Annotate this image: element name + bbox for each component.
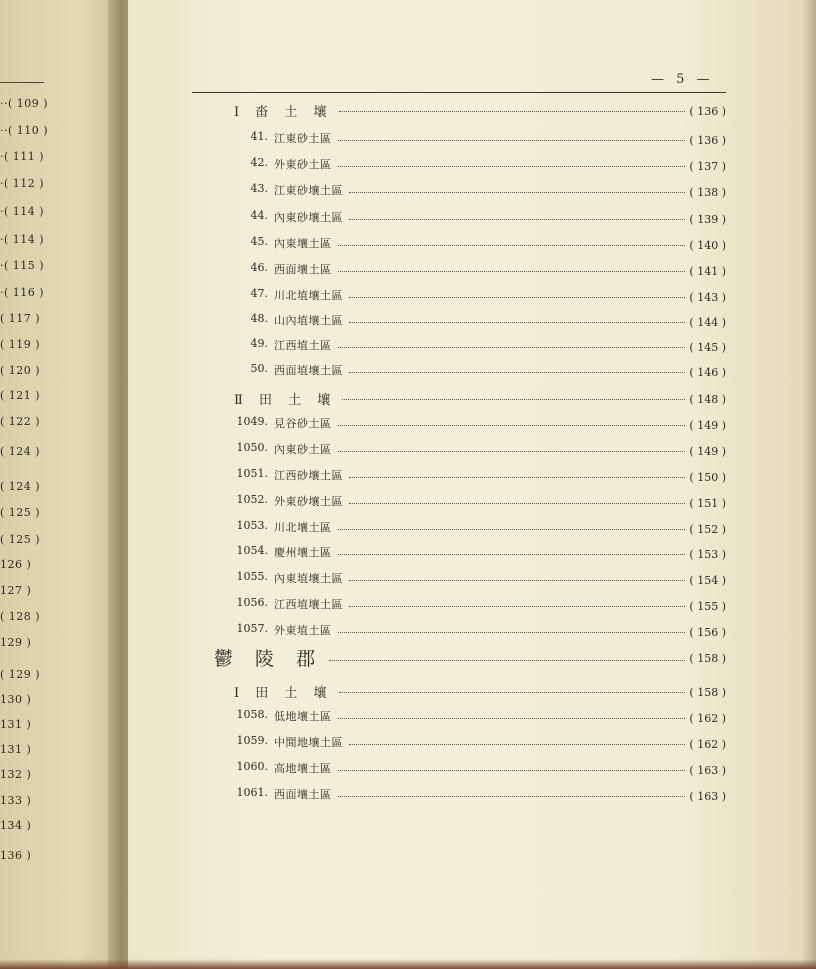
- toc-entry-label: 江東砂壤土區: [274, 184, 343, 197]
- left-page-number: 132 ): [0, 768, 32, 781]
- toc-entry-page: ( 140 ): [689, 239, 726, 252]
- toc-entry-number: 1058.: [236, 708, 268, 721]
- toc-entry-page: ( 162 ): [689, 712, 726, 725]
- toc-entry-number: 43.: [250, 182, 268, 195]
- left-page-number: ··( 110 ): [0, 124, 49, 137]
- toc-entry-number: 1059.: [236, 734, 268, 747]
- toc-entry-page: ( 153 ): [689, 548, 726, 561]
- toc-entry-page: ( 148 ): [689, 393, 726, 406]
- toc-entry-page: ( 152 ): [689, 523, 726, 536]
- toc-entry-number: 1053.: [236, 519, 268, 532]
- toc-entry-page: ( 149 ): [689, 419, 726, 432]
- leader-dots: [338, 770, 686, 771]
- left-page-number: ··( 109 ): [0, 97, 49, 110]
- toc-entry-label: 西面壤土區: [274, 263, 332, 276]
- toc-entry: [0, 544, 816, 564]
- leader-dots: [349, 606, 685, 607]
- leader-dots: [329, 660, 685, 661]
- toc-entry-label: 內東壤土區: [274, 237, 332, 250]
- toc-entry-label: 內東砂壤土區: [274, 211, 343, 224]
- leader-dots: [349, 744, 685, 745]
- toc-entry-label: 江西砂壤土區: [274, 469, 343, 482]
- toc-entry: [0, 760, 816, 780]
- leader-dots: [338, 166, 686, 167]
- left-page-number: ( 129 ): [0, 668, 41, 681]
- toc-entry-number: 1054.: [236, 544, 268, 557]
- toc-entry: [0, 786, 816, 806]
- leader-dots: [338, 245, 686, 246]
- toc-entry-label: 見谷砂土區: [274, 417, 332, 430]
- leader-dots: [349, 372, 685, 373]
- toc-entry: [0, 415, 816, 435]
- toc-entry-page: ( 158 ): [689, 652, 726, 665]
- toc-entry-page: ( 155 ): [689, 600, 726, 613]
- toc-entry-label: 外東埴土區: [274, 624, 332, 637]
- left-page-number: 134 ): [0, 819, 32, 832]
- toc-entry-page: ( 163 ): [689, 764, 726, 777]
- toc-entry: [0, 235, 816, 255]
- toc-entry-page: ( 156 ): [689, 626, 726, 639]
- left-page-number: ( 125 ): [0, 506, 41, 519]
- leader-dots: [339, 111, 686, 112]
- book-bottom-edge: [0, 959, 816, 969]
- toc-entry-page: ( 163 ): [689, 790, 726, 803]
- toc-entry-label: 高地壤土區: [274, 762, 332, 775]
- toc-entry-page: ( 151 ): [689, 497, 726, 510]
- toc-entry-number: 1052.: [236, 493, 268, 506]
- toc-entry-page: ( 138 ): [689, 186, 726, 199]
- toc-entry: [0, 287, 816, 307]
- toc-entry-number: 1057.: [236, 622, 268, 635]
- toc-entry-label: 內東砂土區: [274, 443, 332, 456]
- toc-entry-label: 外東砂土區: [274, 158, 332, 171]
- toc-entry: [0, 209, 816, 229]
- toc-entry-label: 川北埴壤土區: [274, 289, 343, 302]
- toc-entry: [0, 648, 816, 668]
- leader-dots: [338, 271, 686, 272]
- left-page-number: ( 119 ): [0, 338, 41, 351]
- leader-dots: [349, 192, 685, 193]
- toc-entry-label: 中間地壤土區: [274, 736, 343, 749]
- toc-entry-page: ( 139 ): [689, 213, 726, 226]
- leader-dots: [338, 718, 686, 719]
- toc-entry-page: ( 144 ): [689, 316, 726, 329]
- leader-dots: [338, 347, 686, 348]
- toc-entry-page: ( 150 ): [689, 471, 726, 484]
- toc-entry: [0, 734, 816, 754]
- leader-dots: [339, 692, 686, 693]
- left-page-number: ·( 116 ): [0, 286, 45, 299]
- toc-entry-label: 西面埴壤土區: [274, 364, 343, 377]
- toc-entry-number: 49.: [250, 337, 268, 350]
- toc-entry-number: 50.: [250, 362, 268, 375]
- leader-dots: [349, 297, 685, 298]
- toc-entry-number: 42.: [250, 156, 268, 169]
- left-page-number: ·( 111 ): [0, 150, 45, 163]
- toc-entry-label: 慶州壤土區: [274, 546, 332, 559]
- toc-entry: [0, 130, 816, 150]
- toc-entry-label: 江西埴土區: [274, 339, 332, 352]
- toc-entry: [0, 101, 816, 121]
- page-number: — 5 —: [651, 72, 714, 87]
- leader-dots: [349, 219, 685, 220]
- toc-entry-number: 44.: [250, 209, 268, 222]
- left-page-number: ( 125 ): [0, 533, 41, 546]
- left-page-number: ·( 115 ): [0, 259, 45, 272]
- left-page-number: 127 ): [0, 584, 32, 597]
- left-page-number: ( 124 ): [0, 445, 41, 458]
- section-heading: Ⅰ 田 土 壤: [234, 686, 333, 701]
- left-page-number: 133 ): [0, 794, 32, 807]
- toc-entry: [0, 708, 816, 728]
- toc-entry-label: 低地壤土區: [274, 710, 332, 723]
- toc-entry-page: ( 154 ): [689, 574, 726, 587]
- toc-entry-label: 山內埴壤土區: [274, 314, 343, 327]
- toc-entry-page: ( 158 ): [689, 686, 726, 699]
- toc-entry: [0, 261, 816, 281]
- left-page-number: ·( 112 ): [0, 177, 45, 190]
- toc-entry-label: 江西埴壤土區: [274, 598, 343, 611]
- toc-entry-number: 1060.: [236, 760, 268, 773]
- toc-entry-number: 1051.: [236, 467, 268, 480]
- left-page-number: ( 120 ): [0, 364, 41, 377]
- left-page-number: 131 ): [0, 718, 32, 731]
- toc-entry-page: ( 136 ): [689, 134, 726, 147]
- toc-entry: [0, 389, 816, 409]
- left-page-number: 130 ): [0, 693, 32, 706]
- toc-entry-page: ( 162 ): [689, 738, 726, 751]
- toc-entry: [0, 622, 816, 642]
- left-page-number: ·( 114 ): [0, 233, 45, 246]
- leader-dots: [338, 796, 686, 797]
- leader-dots: [349, 503, 685, 504]
- toc-entry-number: 48.: [250, 312, 268, 325]
- leader-dots: [338, 140, 686, 141]
- left-page-number: ( 117 ): [0, 312, 41, 325]
- left-page-number: 131 ): [0, 743, 32, 756]
- toc-entry-number: 1061.: [236, 786, 268, 799]
- left-page-number: ( 128 ): [0, 610, 41, 623]
- section-heading: Ⅱ 田 土 壤: [234, 393, 337, 408]
- toc-entry-label: 內東埴壤土區: [274, 572, 343, 585]
- toc-entry-label: 外東砂壤土區: [274, 495, 343, 508]
- leader-dots: [338, 554, 686, 555]
- toc-entry-number: 1050.: [236, 441, 268, 454]
- toc-entry: [0, 441, 816, 461]
- toc-entry-label: 江東砂土區: [274, 132, 332, 145]
- toc-entry: [0, 312, 816, 332]
- left-page-number: ( 124 ): [0, 480, 41, 493]
- left-page-number: ( 121 ): [0, 389, 41, 402]
- toc-entry-number: 1055.: [236, 570, 268, 583]
- toc-entry-page: ( 145 ): [689, 341, 726, 354]
- toc-entry: [0, 182, 816, 202]
- toc-entry: [0, 337, 816, 357]
- toc-entry-number: 47.: [250, 287, 268, 300]
- toc-entry-page: ( 143 ): [689, 291, 726, 304]
- toc-entry-page: ( 136 ): [689, 105, 726, 118]
- left-page-number: 136 ): [0, 849, 32, 862]
- leader-dots: [338, 451, 686, 452]
- leader-dots: [349, 580, 685, 581]
- header-rule: [192, 92, 726, 93]
- leader-dots: [349, 322, 685, 323]
- leader-dots: [338, 425, 686, 426]
- leader-dots: [338, 529, 686, 530]
- toc-entry-number: 41.: [250, 130, 268, 143]
- toc-entry: [0, 156, 816, 176]
- section-heading: Ⅰ 畓 土 壤: [234, 105, 333, 120]
- toc-entry-page: ( 149 ): [689, 445, 726, 458]
- toc-entry-page: ( 141 ): [689, 265, 726, 278]
- left-page-number: 129 ): [0, 636, 32, 649]
- toc-entry: [0, 596, 816, 616]
- leader-dots: [342, 399, 685, 400]
- leader-dots: [338, 632, 686, 633]
- leader-dots: [349, 477, 685, 478]
- left-page-number: ( 122 ): [0, 415, 41, 428]
- toc-entry: [0, 519, 816, 539]
- toc-entry: [0, 570, 816, 590]
- left-header-rule: [0, 82, 44, 83]
- toc-entry-label: 西面壤土區: [274, 788, 332, 801]
- toc-entry-number: 46.: [250, 261, 268, 274]
- toc-entry-page: ( 146 ): [689, 366, 726, 379]
- toc-entry-number: 45.: [250, 235, 268, 248]
- toc-entry-label: 川北壤土區: [274, 521, 332, 534]
- toc-entry-page: ( 137 ): [689, 160, 726, 173]
- toc-entry: [0, 493, 816, 513]
- left-page-number: ·( 114 ): [0, 205, 45, 218]
- toc-entry-number: 1056.: [236, 596, 268, 609]
- toc-entry: [0, 682, 816, 702]
- toc-entry: [0, 467, 816, 487]
- county-heading: 鬱 陵 郡: [214, 648, 324, 670]
- toc-entry: [0, 362, 816, 382]
- left-page-number: 126 ): [0, 558, 32, 571]
- toc-entry-number: 1049.: [236, 415, 268, 428]
